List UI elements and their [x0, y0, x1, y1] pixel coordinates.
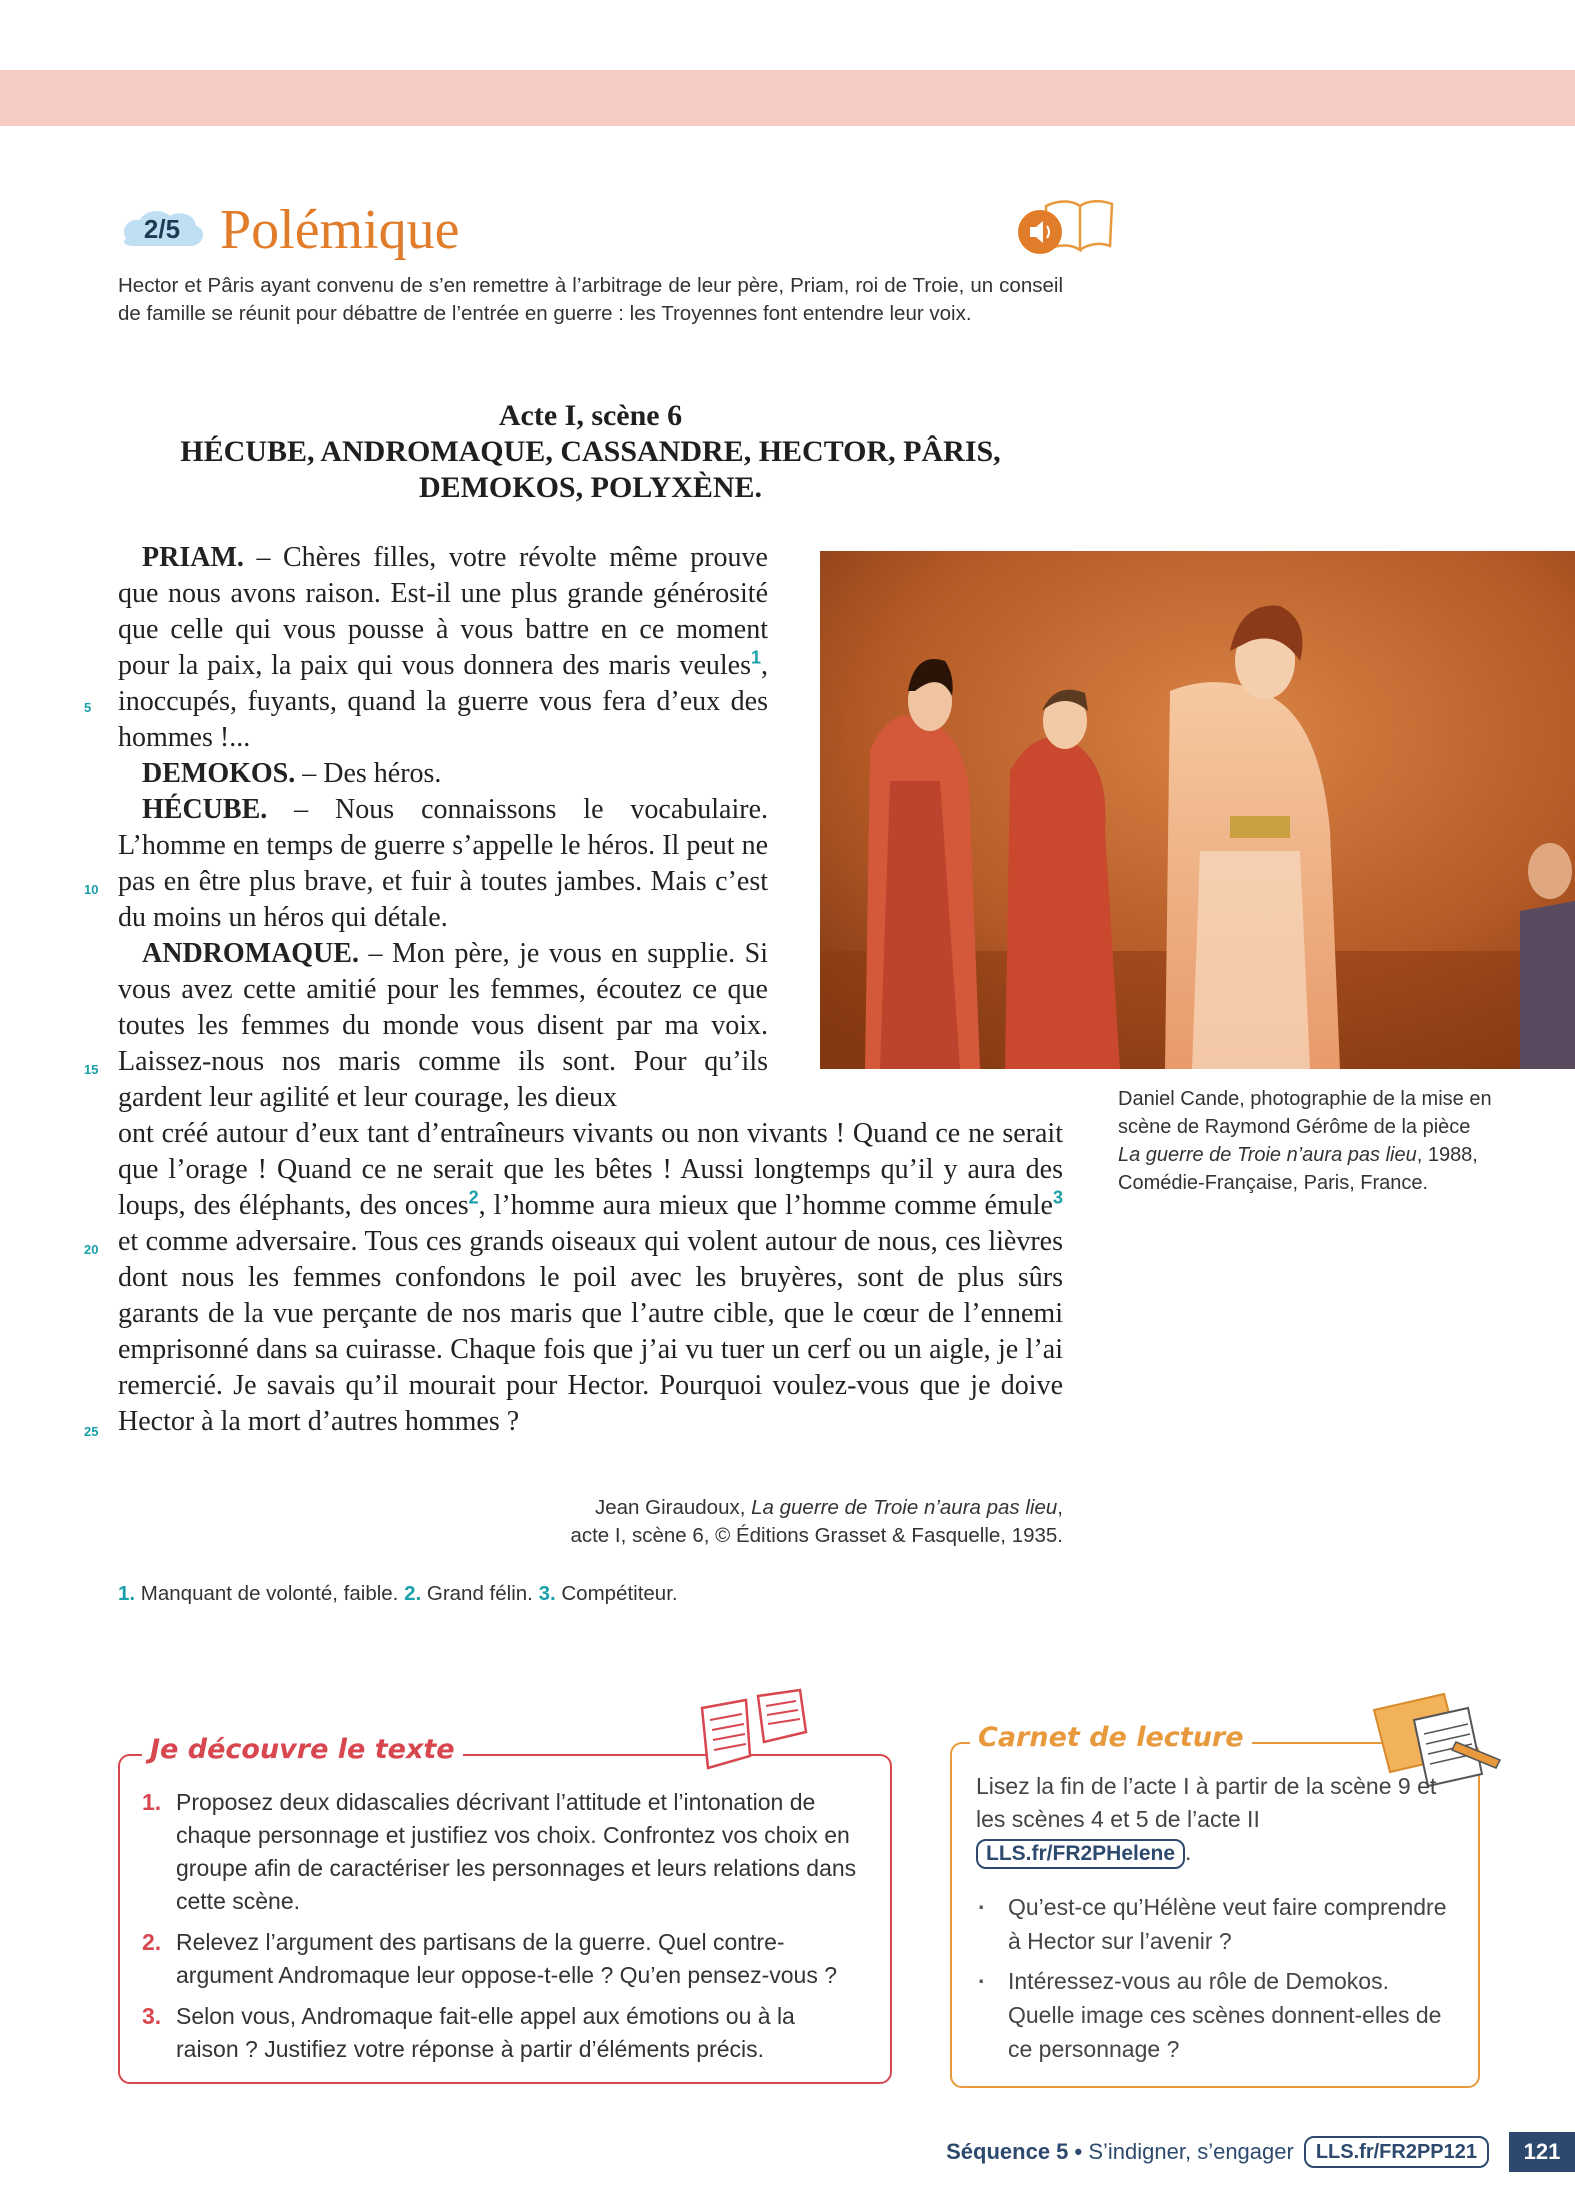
footnotes: [118, 1582, 678, 1606]
top-color-band: [0, 70, 1575, 126]
question-text: Proposez deux didascalies décrivant l’attitude et l’intonation de chaque personnage et justifiez vos choix. Confrontez vos choix en groupe afin de caractériser les personnages et leurs relations dans cette scène.: [176, 1789, 857, 1914]
sequence-separator: •: [1068, 2139, 1089, 2164]
footnote-text: Grand félin.: [421, 1582, 539, 1605]
carnet-item: · Intéressez-vous au rôle de Demokos. Quelle image ces scènes donnent-elles de ce personnage ?: [976, 1964, 1456, 2066]
carnet-item: · Qu’est-ce qu’Hélène veut faire comprendre à Hector sur l’avenir ?: [976, 1890, 1456, 1958]
speech-text: ont créé autour d’eux tant d’entraîneurs vivants ou non vivants ! Quand ce ne serait que l’orage ! Quand ce ne serait que les bêtes ! Aussi longtemps qu’il y aura des loups, des éléphants, des onces: [118, 1118, 1063, 1221]
speech-priam: [118, 540, 768, 756]
footnote-number: 3.: [538, 1582, 556, 1605]
line-number: 10: [84, 882, 99, 897]
source-author: Jean Giraudoux,: [595, 1496, 752, 1519]
source-title: La guerre de Troie n’aura pas lieu: [751, 1496, 1058, 1519]
speaker-priam: PRIAM.: [142, 542, 244, 573]
page-footer: [946, 2132, 1575, 2172]
speaker-hecube: HÉCUBE.: [142, 794, 268, 825]
footer-sequence: [946, 2139, 1294, 2165]
caption-text: , 1988, Comédie-Française, Paris, France.: [1118, 1144, 1478, 1194]
sequence-label: Séquence 5: [946, 2139, 1069, 2164]
carnet-period: .: [1185, 1839, 1192, 1865]
caption-work-title: La guerre de Troie n’aura pas lieu: [1118, 1144, 1417, 1166]
play-narrow-column: [118, 540, 768, 1116]
speaker-demokos: DEMOKOS.: [142, 758, 296, 789]
footnote-number: 2.: [404, 1582, 422, 1605]
audio-book-group[interactable]: [1010, 192, 1114, 262]
speech-text: , l’homme aura mieux que l’homme comme émule: [478, 1190, 1053, 1221]
caption-text: Daniel Cande, photographie de la mise en scène de Raymond Gérôme de la pièce: [1118, 1088, 1492, 1138]
speech-text: , inoccupés, fuyants, quand la guerre vous fera d’eux des hommes !...: [118, 650, 768, 753]
line-number: 20: [84, 1242, 99, 1257]
sequence-title: S’indigner, s’engager: [1088, 2139, 1294, 2164]
speech-hecube: [118, 792, 768, 936]
speech-text: et comme adversaire. Tous ces grands oiseaux qui volent autour de nous, ces lièvres dont nous les femmes confondons le poil avec les bruyères, sont de plus sûrs garants de la vue perçante de nos maris que l’autre cible, que le cœur de l’ennemi emprisonné dans sa cuirasse. Chaque fois que j’ai vu tuer un cerf ou un aigle, je l’ai remercié. Je savais qu’il mourait pour Hector. Pourquoi voulez-vous que je doive Hector à la mort d’autres hommes ?: [118, 1226, 1063, 1437]
carnet-title: Carnet de lecture: [970, 1722, 1252, 1753]
act-scene: Acte I, scène 6: [498, 399, 683, 432]
pages-icon: [690, 1686, 820, 1782]
page-number: 121: [1509, 2132, 1575, 2172]
footnote-number: 1.: [118, 1582, 136, 1605]
speech-andromaque-cont: [118, 1116, 1063, 1440]
decouvre-title: Je découvre le texte: [142, 1734, 463, 1765]
speech-text: – Des héros.: [295, 758, 442, 789]
question-number: 1.: [142, 1789, 162, 1815]
carnet-link[interactable]: LLS.fr/FR2PHelene: [976, 1839, 1185, 1869]
decouvre-questions: [142, 1786, 862, 2074]
carnet-questions: [976, 1890, 1456, 2072]
source-details: acte I, scène 6, © Éditions Grasset & Fasquelle, 1935.: [570, 1524, 1063, 1547]
footnote-text: Compétiteur.: [555, 1582, 678, 1605]
speech-demokos: [118, 756, 768, 792]
text-index-badge: [118, 208, 206, 252]
intro-paragraph: Hector et Pâris ayant convenu de s’en remettre à l’arbitrage de leur père, Priam, roi de Troie, un conseil de famille se réunit pour débattre de l’entrée en guerre : les Troyennes font entendre leur voix.: [118, 274, 1063, 325]
audio-icon[interactable]: [1018, 210, 1062, 254]
line-number: 15: [84, 1062, 99, 1077]
characters-line-1: HÉCUBE, ANDROMAQUE, CASSANDRE, HECTOR, PÂRIS,: [180, 435, 1001, 468]
carnet-instructions: [976, 1770, 1456, 1869]
stage-photograph: [820, 551, 1575, 1069]
scene-heading: [118, 398, 1063, 506]
question-number: 2.: [142, 1929, 162, 1955]
footer-link[interactable]: LLS.fr/FR2PP121: [1304, 2136, 1489, 2168]
line-number: 5: [84, 700, 92, 715]
speech-andromaque-start: [118, 936, 768, 1116]
characters-line-2: DEMOKOS, POLYXÈNE.: [418, 471, 763, 504]
page-title: Polémique: [220, 199, 460, 261]
speech-text: – Chères filles, votre révolte même prouve que nous avons raison. Est-il une plus grande générosité que celle qui vous pousse à vous battre en ce moment pour la paix, la paix qui vous donnera des maris veules: [118, 542, 768, 681]
footnote-ref-3[interactable]: 3: [1052, 1187, 1063, 1208]
speech-text: – Mon père, je vous en supplie. Si vous avez cette amitié pour les femmes, écoutez ce que toutes les femmes du monde vous disent par ma voix. Laissez-nous nos maris comme ils sont. Pour qu’ils gardent leur agilité et leur courage, les dieux: [118, 938, 768, 1113]
speech-text: – Nous connaissons le vocabulaire. L’homme en temps de guerre s’appelle le héros. Il peut ne pas en être plus brave, et fuir à toutes jambes. Mais c’est du moins un héros qui détale.: [118, 794, 768, 933]
speaker-andromaque: ANDROMAQUE.: [142, 938, 359, 969]
source-comma: ,: [1057, 1496, 1063, 1519]
source-citation: [418, 1494, 1063, 1550]
photo-caption: [1118, 1085, 1498, 1197]
line-number: 25: [84, 1424, 99, 1439]
footnote-ref-1[interactable]: 1: [750, 647, 761, 668]
footnote-ref-2[interactable]: 2: [468, 1187, 479, 1208]
carnet-text: Lisez la fin de l’acte I à partir de la scène 9 et les scènes 4 et 5 de l’acte II: [976, 1773, 1437, 1832]
badge-label: 2/5: [143, 214, 181, 244]
question-number: 3.: [142, 2003, 162, 2029]
question-item: [142, 1786, 862, 1918]
question-item: [142, 1926, 862, 1992]
question-text: Relevez l’argument des partisans de la guerre. Quel contre-argument Andromaque leur oppose-t-elle ? Qu’en pensez-vous ?: [176, 1929, 838, 1988]
footnote-text: Manquant de volonté, faible.: [135, 1582, 405, 1605]
question-item: [142, 2000, 862, 2066]
question-text: Selon vous, Andromaque fait-elle appel aux émotions ou à la raison ? Justifiez votre réponse à partir d’éléments précis.: [176, 2003, 795, 2062]
